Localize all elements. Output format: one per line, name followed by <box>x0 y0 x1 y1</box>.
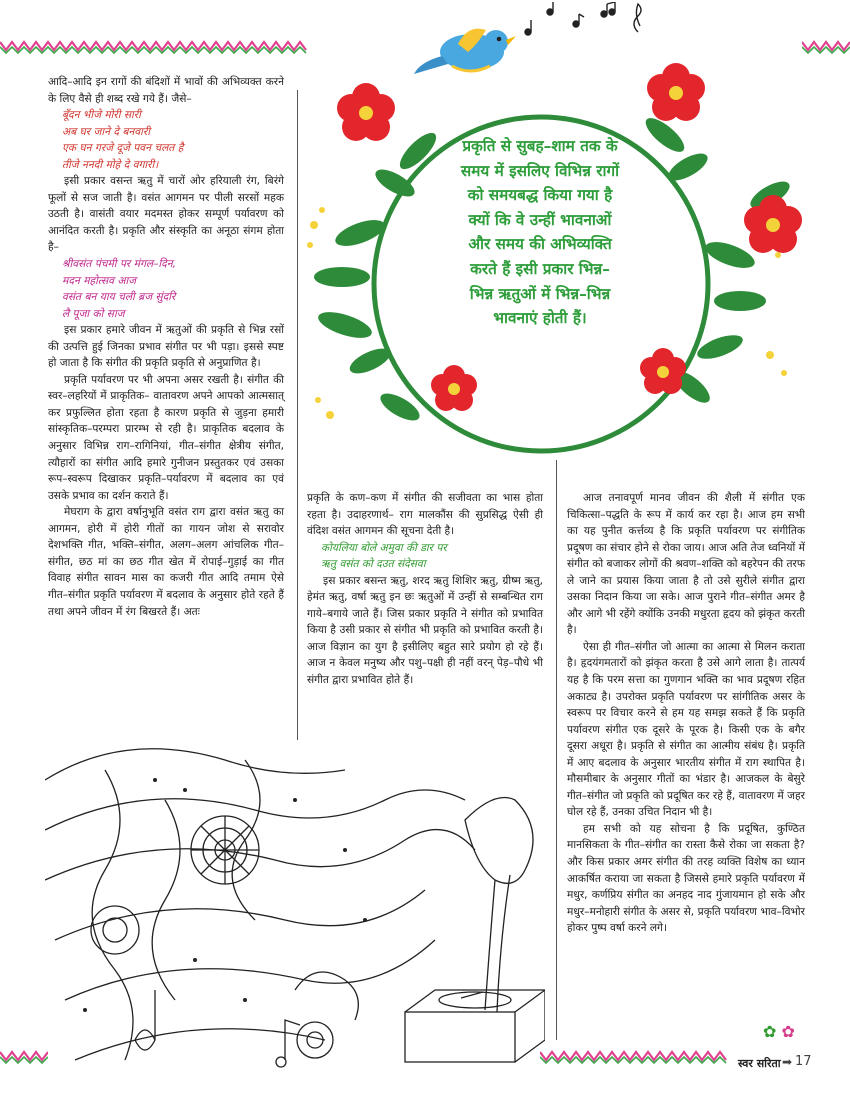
paragraph: आज तनावपूर्ण मानव जीवन की शैली में संगीत एक चिकित्सा–पद्धति के रूप में कार्य कर रहा है। आज हम सभी का यह पुनीत कर्त्तव्य है कि प्रकृति पर्यावरण पर संगीतिक प्रदूषण का संचार होने से रोका जाय। आज अति तेज ध्वनियों में संगीत को बजाकर लोगों की श्रवण–शक्ति को बहरेपन की तरफ ले जाने का प्रयास किया जाता है तो उसे सुरीले संगीत द्वारा उसका निदान किया जा सके। आज पुराने गीत–संगीत अमर है और आगे भी रहेंगे क्योंकि उनकी मधुरता हृदय को झंकृत करती है। <box>567 492 805 637</box>
paragraph: ऐसा ही गीत–संगीत जो आत्मा का आत्मा से मिलन कराता है। हृदयंगमतारों को झंकृत करता है उसे आगे लाता है। तात्पर्य यह है कि परम सत्ता का गुणगान भक्ति का भाव प्रदूषण रहित अकाट्य है। उपरोक्त प्रकृति पर्यावरण पर सांगीतिक असर के स्वरूप पर विचार करने से हम यह समझ सकते हैं कि प्रकृति पर्यावरण संगीत एक दूसरे के पूरक है। किसी एक के बगैर दूसरा अधूरा है। प्रकृति से संगीत का आत्मीय संबंध है। प्रकृति में आए बदलाव के अनुसार भारतीय संगीत में राग स्थापित है। मौसमीबार के अनुसार गीतों का भंडार है। आजकल के बेसुरे गीत–संगीत जो प्रकृति को प्रदूषित कर रहे हैं, वातावरण में जहर घोल रहे हैं, उनका उचित निदान भी है। <box>567 640 805 819</box>
paragraph: प्रकृति पर्यावरण पर भी अपना असर रखती है। संगीत की स्वर–लहरियों में प्राकृतिक– वातावरण अपने आपको आत्मसात् कर प्रफुल्लित होता रहता है कारण प्रकृति से जुड़ना हमारी सांस्कृतिक–परम्परा प्रारम्भ से रही है। प्राकृतिक बदलाव के अनुसार विभिन्न राग–रागिनियां, गीत–संगीत क्षेत्रीय संगीत, त्यौहारों का संगीत आदि हमारे गुनीजन प्रस्तुतकर एवं उसका रूप–स्वरूप दिखाकर प्रकृति–पर्यावरण में बदलाव का एवं उसके प्रभाव का दर्शन कराते हैं। <box>48 373 284 502</box>
gramophone-illustration <box>45 740 545 1090</box>
column-divider <box>297 90 298 740</box>
verse-line: वसंत बन याय चली ब्रज सुंदरि <box>62 291 176 304</box>
paragraph: इस प्रकार बसन्त ऋतु, शरद ऋतु शिशिर ऋतु, ग्रीष्म ऋतु, हेमंत ऋतु, वर्षा ऋतु इन छः ऋतुओं में उन्हीं से सम्बन्धित राग गाये–बगाये जाते हैं। जिस प्रकार प्रकृति ने संगीत को प्रभावित किया है उसी प्रकार से संगीत भी प्रकृति को प्रभावित करती है। आज विज्ञान का युग है इसीलिए बहुत सारे प्रयोग हो रहे हैं। आज न केवल मनुष्य और पशु–पक्षी ही नहीं वरन् पेड़–पौधे भी संगीत द्वारा प्रभावित होते हैं। <box>307 574 543 687</box>
quote-line: और समय की अभिव्यक्ति <box>468 235 612 254</box>
top-right-border <box>802 38 850 56</box>
quote-line: भावनाएं होती हैं। <box>493 309 587 328</box>
verse-line: अब घर जाने दे बनवारी <box>62 125 150 138</box>
poem-verse <box>307 540 543 573</box>
page-number: 17 <box>795 1054 812 1069</box>
verse-line: बूँदन भीजे मोरी सारी <box>62 109 141 122</box>
quote-line: को समयबद्ध किया गया है <box>467 186 613 205</box>
pull-quote <box>432 134 648 331</box>
verse-line: श्रीवसंत पंचमी पर मंगल–दिन, <box>62 258 177 271</box>
poem-verse <box>48 107 284 173</box>
top-left-border <box>0 38 310 56</box>
flower-icon: ✿ ✿ <box>763 1022 795 1041</box>
arrow-icon: ➡ <box>782 1055 793 1069</box>
paragraph: प्रकृति के कण–कण में संगीत की सजीवता का भास होता रहता है। उदाहरणार्थ– राग मालकौंस की सुप्रसिद्ध ऐसी ही वंदिश वसंत आगमन की सूचना देती है। <box>307 492 543 538</box>
quote-line: प्रकृति से सुबह–शाम तक के <box>462 137 618 155</box>
magazine-name: स्वर सरिता <box>738 1057 781 1070</box>
paragraph: हम सभी को यह सोचना है कि प्रदूषित, कुण्ठित मानसिकता के गीत–संगीत का रास्ता कैसे रोका जा सकता है? और किस प्रकार अमर संगीत की तरह व्यक्ति विशेष का ध्यान आकर्षित कराया जा सकता है जिससे हमारे प्रकृति पर्यावरण में मधुर, कर्णप्रिय संगीत का अनहद नाद गुंजायमान हो सके और मधुर–मनोहारी संगीत के असर से, प्रकृति पर्यावरण भाव–विभोर होकर पुष्प वर्षा करने लगे। <box>567 822 805 935</box>
quote-line: करते हैं इसी प्रकार भिन्न– <box>470 259 610 278</box>
verse-line: कोयलिया बोले अमुवा की डार पर <box>321 541 447 554</box>
paragraph: मेघराग के द्वारा वर्षानुभूति वसंत राग द्वारा वसंत ऋतु का आगमन, होरी में होरी गीतों का गायन जोश से सरावोर देशभक्ति गीत, भक्ति–संगीत, अलग–अलग आंचलिक गीत–संगीत, छठ मां का छठ गीत खेत में रोपाई–गुड़ाई का गीत विवाह संगीत सावन मास का कजरी गीत आदि तमाम ऐसे गीत–संगीत प्रकृति पर्यावरण में बदलाव के अनुसार होते रहते हैं तथा अपने जीवन में रंग बिखरते हैं। अतः <box>48 506 284 618</box>
quote-line: समय में इसलिए विभिन्न रागों <box>460 161 620 180</box>
quote-line: भिन्न ऋतुओं में भिन्न–भिन्न <box>469 284 611 303</box>
paragraph: इसी प्रकार वसन्त ऋतु में चारों ओर हरियाली रंग, बिरंगे फूलों से सज जाती है। वसंत आगमन पर पीली सरसों महक उठती है। वासंती वयार मदमस्त होकर सम्पूर्ण पर्यावरण को आनंदित करती है। प्रकृति और संस्कृति का अनूठा संगम होता है– <box>48 175 284 254</box>
column-2 <box>307 490 543 689</box>
column-divider <box>556 460 557 1040</box>
verse-line: लै पूजा को साज <box>62 307 125 320</box>
poem-verse <box>48 256 284 322</box>
column-1 <box>48 74 284 620</box>
quote-line: क्यों कि वे उन्हीं भावनाओं <box>468 210 612 229</box>
music-notes-icon <box>520 2 650 38</box>
verse-line: तीजे ननदी मोहे दे वगारी। <box>62 158 159 171</box>
verse-line: मदन महोत्सव आज <box>62 274 137 287</box>
column-3 <box>567 490 805 937</box>
paragraph: आदि–आदि इन रागों की बंदिशों में भावों की अभिव्यक्त करने के लिए वैसे ही शब्द रखे गये हैं। जैसे– <box>48 76 284 105</box>
bottom-left-border <box>0 1048 48 1066</box>
bottom-right-border <box>540 1048 730 1066</box>
paragraph: इस प्रकार हमारे जीवन में ऋतुओं की प्रकृति से भिन्न रसों की उत्पत्ति हुई जिनका प्रभाव संगीत पर भी पड़ा। इससे स्पष्ट हो जाता है कि संगीत की प्रकृति प्रकृति से अनुप्राणित है। <box>48 324 284 370</box>
verse-line: ऋतु वसंत को दउत संदेसवा <box>321 558 426 571</box>
verse-line: एक घन गरजे दूजे पवन चलत है <box>62 142 184 155</box>
